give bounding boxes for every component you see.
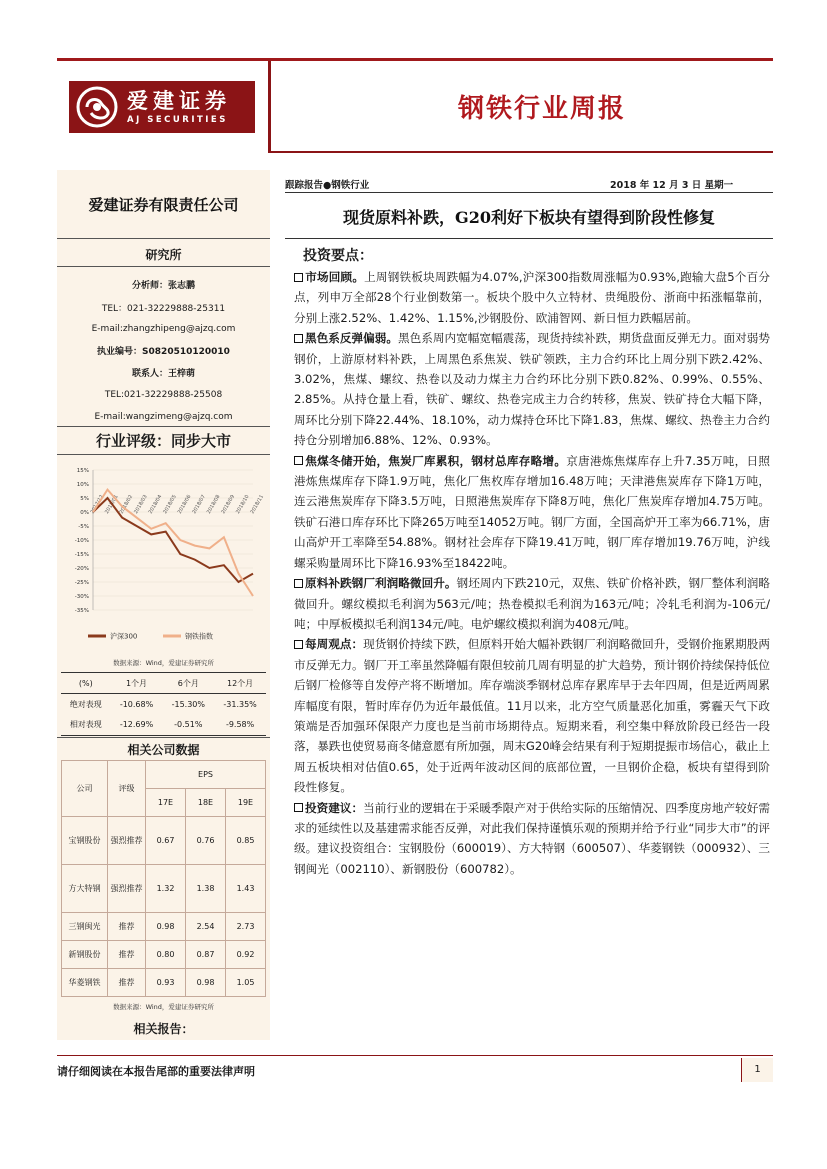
chart-y-tick-label: -15%	[74, 552, 89, 558]
report-type-label: 跟踪报告●钢铁行业	[285, 180, 370, 191]
chart-x-tick-label: 2018/09	[220, 494, 237, 515]
perf-cell: -10.68%	[119, 699, 154, 709]
comp-header-year: 17E	[146, 789, 186, 817]
divider	[285, 192, 773, 193]
chart-y-tick-label: 15%	[76, 468, 89, 474]
report-series-title: 钢铁行业周报	[457, 93, 626, 124]
paragraph-lead: 焦煤冬储开始，焦炭厂库累积，钢材总库存略增。	[305, 453, 567, 468]
company-table-title: 相关公司数据	[127, 743, 200, 757]
paragraph-text: 钢坯周内下跌210元，双焦、铁矿价格补跌，钢厂整体利润略微回升。螺纹模拟毛利润为563元/吨；热卷模拟毛利润为163元/吨；冷轧毛利润为-106元/吨；中厚板模拟毛利润134元/吨。电炉螺纹模拟利润为408元/吨。	[294, 576, 770, 631]
header-title-area	[271, 61, 773, 153]
paragraph-investment-advice	[294, 798, 770, 880]
paragraph-market-review	[294, 267, 770, 328]
perf-header-cell: (%)	[61, 673, 111, 694]
comp-eps: 0.92	[226, 941, 266, 969]
comp-header-rating: 评级	[108, 761, 146, 817]
perf-header-cell: 6个月	[162, 673, 214, 694]
chart-x-tick-label: 2018/05	[162, 494, 178, 515]
company-eps-table	[61, 760, 266, 997]
header-logo-area	[57, 61, 268, 153]
paragraph-text: 上周钢铁板块周跌幅为4.07%,沪深300指数周涨幅为0.93%,跑输大盘5个百分点，列申万全部28个行业倒数第一。板块个股中久立特材、贵绳股份、浙商中拓涨幅靠前，分别上涨2.52%、1.42%、1.15%,沙钢股份、欧浦智网、新日恒力跌幅居前。	[294, 270, 770, 325]
chart-y-tick-label: -20%	[74, 566, 89, 572]
comp-eps: 0.93	[146, 969, 186, 997]
chart-y-tick-label: 10%	[76, 482, 89, 488]
divider	[285, 238, 773, 239]
perf-cell: -15.30%	[171, 699, 205, 709]
logo-english-name: AJ SECURITIES	[127, 115, 228, 125]
institute-label: 研究所	[145, 248, 182, 262]
paragraph-text: 京唐港炼焦煤库存上升7.35万吨，日照港炼焦煤库存下降1.9万吨，焦化厂焦枚库存增加16.48万吨；天津港焦炭库存下降1万吨，连云港焦炭库存下降3.5万吨，日照港焦炭库存下降8万吨，焦化厂焦炭库存增加4.75万吨。铁矿石港口库存环比下降265万吨至14052万吨。钢厂方面，全国高炉开工率为66.71%，唐山高炉开工率降至54.88%。钢材社会库存下降19.41万吨，钢厂库存增加19.76万吨，沪线螺采购量周环比下降16.93%至18422吨。	[294, 453, 770, 570]
performance-table	[61, 672, 266, 736]
chart-x-tick-label: 2018/07	[191, 494, 207, 515]
chart-source-note: 数据来源：Wind，爱建证券研究所	[113, 659, 214, 667]
comp-eps: 1.38	[186, 865, 226, 913]
chart-legend-label: 沪深300	[110, 632, 138, 641]
perf-cell: -31.35%	[223, 699, 257, 709]
comp-eps: 0.98	[186, 969, 226, 997]
checkbox-bullet-icon	[294, 579, 303, 588]
chart-x-tick-label: 2018/01	[104, 494, 120, 515]
perf-cell: 相对表现	[61, 715, 111, 736]
comp-company-name: 方大特钢	[62, 865, 108, 913]
left-sidebar	[57, 170, 270, 1040]
divider	[57, 454, 270, 455]
comp-eps: 1.05	[226, 969, 266, 997]
company-table-source-note: 数据来源：Wind，爱建证券研究所	[113, 1003, 214, 1011]
contact-tel: TEL:021-32229888-25508	[104, 390, 223, 400]
report-title: 现货原料补跌，G20利好下板块有望得到阶段性修复	[343, 208, 715, 227]
chart-x-tick-label: 2018/03	[133, 494, 149, 515]
comp-eps: 0.80	[146, 941, 186, 969]
chart-x-tick-label: 2017/12	[89, 494, 106, 515]
comp-company-name: 新钢股份	[62, 941, 108, 969]
perf-header-cell: 1个月	[111, 673, 163, 694]
comp-eps: 1.32	[146, 865, 186, 913]
analyst-email[interactable]: E-mail:zhangzhipeng@ajzq.com	[91, 324, 236, 334]
comp-eps: 0.76	[186, 817, 226, 865]
chart-y-tick-label: 0%	[80, 510, 89, 516]
comp-rating: 强烈推荐	[108, 817, 146, 865]
comp-header-year: 19E	[226, 789, 266, 817]
industry-rating: 行业评级：同步大市	[95, 432, 231, 450]
company-name: 爱建证券有限责任公司	[88, 196, 239, 214]
comp-eps: 0.85	[226, 817, 266, 865]
page-number: 1	[741, 1058, 773, 1082]
checkbox-bullet-icon	[294, 334, 303, 343]
comp-company-name: 华菱钢铁	[62, 969, 108, 997]
comp-eps: 2.73	[226, 913, 266, 941]
chart-y-tick-label: -25%	[74, 580, 89, 586]
divider	[57, 238, 270, 239]
perf-cell: 绝对表现	[69, 699, 102, 709]
comp-rating: 推荐	[108, 913, 146, 941]
comp-eps: 2.54	[186, 913, 226, 941]
perf-cell: -0.51%	[162, 715, 214, 736]
comp-rating: 推荐	[108, 969, 146, 997]
paragraph-text: 黑色系周内宽幅宽幅震荡，现货持续补跌，期货盘面反弹无力。面对弱势钢价，上游原材料补跌，上周黑色系焦炭、铁矿领跌，主力合约环比上周分别下跌2.42%、3.02%，焦煤、螺纹、热卷以及动力煤主力合约环比分别下跌0.82%、0.99%、0.55%、2.85%。从持仓量上看，铁矿、螺纹、热卷完成主力合约转移，焦炭、铁矿持仓大幅下降，周环比分别下降22.44%、18.10%，动力煤持仓环比下降1.83，焦煤、螺纹、热卷主力合约持仓分别增加6.88%、12%、0.93%。	[294, 331, 770, 448]
chart-y-tick-label: -35%	[74, 608, 89, 614]
comp-rating: 强烈推荐	[108, 865, 146, 913]
chart-legend-label: 钢铁指数	[185, 632, 213, 641]
comp-company-name: 三钢闽光	[62, 913, 108, 941]
chart-y-tick-label: -5%	[78, 524, 89, 530]
analyst-tel: TEL：021-32229888-25311	[101, 304, 226, 314]
chart-x-tick-label: 2018/08	[205, 494, 222, 515]
legal-notice: 请仔细阅读在本报告尾部的重要法律声明	[57, 1065, 255, 1078]
comp-eps: 0.87	[186, 941, 226, 969]
comp-eps: 0.98	[146, 913, 186, 941]
chart-y-tick-label: 5%	[80, 496, 89, 502]
chart-x-tick-label: 2018/10	[234, 494, 251, 515]
divider	[57, 426, 270, 427]
checkbox-bullet-icon	[294, 456, 303, 465]
paragraph-weekly-view	[294, 634, 770, 797]
chart-y-tick-label: -30%	[74, 594, 89, 600]
footer-line	[57, 1055, 773, 1056]
contact-email[interactable]: E-mail:wangzimeng@ajzq.com	[94, 412, 233, 422]
paragraph-profit	[294, 573, 770, 634]
paragraph-lead: 黑色系反弹偏弱。	[305, 331, 399, 346]
performance-line-chart	[63, 460, 266, 646]
comp-company-name: 宝钢股份	[62, 817, 108, 865]
company-logo	[69, 81, 255, 133]
perf-header-cell: 12个月	[214, 673, 266, 694]
chart-y-tick-label: -10%	[74, 538, 89, 544]
comp-rating: 推荐	[108, 941, 146, 969]
contact-name: 联系人：王梓萌	[131, 369, 195, 379]
divider	[57, 737, 270, 738]
chart-x-tick-label: 2018/02	[118, 494, 135, 515]
report-body	[294, 267, 770, 879]
paragraph-text: 当前行业的逻辑在于采暖季限产对于供给实际的压缩情况、四季度房地产较好需求的延续性以及基建需求能否反弹，对此我们保持谨慎乐观的预期并给予行业“同步大市”的评级。建议投资组合：宝钢股份（600019）、方大特钢（600507）、华菱钢铁（000932）、三钢闽光（002110）、新钢股份（600782）。	[294, 800, 770, 876]
perf-cell: -9.58%	[214, 715, 266, 736]
paragraph-text: 现货钢价持续下跌，但原料开始大幅补跌钢厂利润略微回升，受钢价拖累期股两市反弹无力。钢厂开工率虽然降幅有限但较前几周有明显的扩大趋势，预计钢价持续保持低位后钢厂检修等自发停产将不断增加。库存端淡季钢材总库存累库早于去年四周，但是近两周累库幅度有限，暂时库存仍为近年最低值。11月以来，北方空气质量恶化加重，雾霾天气下政策端是否加强环保限产力度也是当前市场期待点。短期来看，利空集中释放阶段已经告一段落，暴跌也使贸易商冬储意愿有所加强，周末G20峰会结果有利于短期提振市场信心，截止上周五板块相对估值0.65，处于近两年波动区间的底部位置，一旦钢价企稳，板块有望得到阶段性修复。	[294, 637, 770, 795]
investment-highlights-heading: 投资要点：	[303, 248, 373, 264]
checkbox-bullet-icon	[294, 273, 303, 282]
comp-header-year: 18E	[186, 789, 226, 817]
divider	[57, 266, 270, 267]
comp-header-eps: EPS	[146, 761, 266, 789]
analyst-name: 分析师：张志鹏	[131, 281, 195, 291]
comp-eps: 0.67	[146, 817, 186, 865]
comp-eps: 1.43	[226, 865, 266, 913]
paragraph-black-series	[294, 328, 770, 450]
perf-cell: -12.69%	[111, 715, 163, 736]
paragraph-lead: 每周观点：	[305, 637, 364, 652]
paragraph-lead: 原料补跌钢厂利润略微回升。	[305, 576, 457, 591]
paragraph-lead: 市场回顾。	[305, 270, 365, 284]
paragraph-inventory	[294, 451, 770, 573]
logo-mark-icon	[75, 85, 119, 129]
chart-x-tick-label: 2018/11	[249, 494, 266, 515]
chart-x-tick-label: 2018/04	[147, 494, 164, 515]
logo-chinese-name: 爱建证券	[127, 88, 231, 113]
chart-x-tick-label: 2018/06	[176, 494, 193, 515]
paragraph-lead: 投资建议：	[305, 800, 364, 815]
checkbox-bullet-icon	[294, 803, 303, 812]
report-date: 2018 年 12 月 3 日 星期一	[610, 180, 734, 191]
checkbox-bullet-icon	[294, 640, 303, 649]
comp-header-company: 公司	[62, 761, 108, 817]
related-reports-label: 相关报告：	[133, 1022, 194, 1036]
license-number: 执业编号：S0820510120010	[97, 347, 230, 357]
